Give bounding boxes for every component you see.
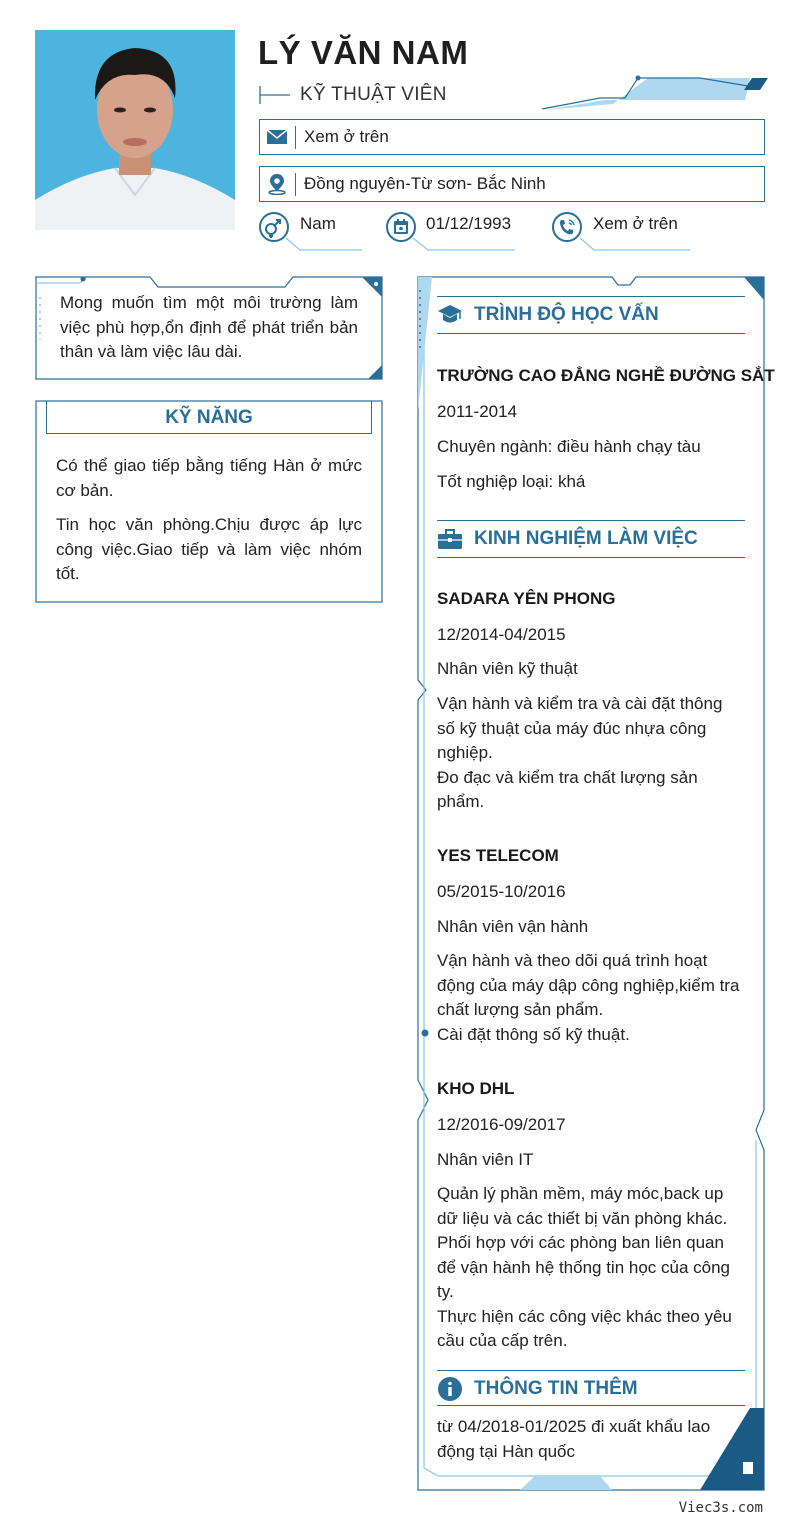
phone-icon <box>551 211 583 243</box>
gender-value: Nam <box>300 214 336 233</box>
desc-line: chất lượng sản phẩm. <box>437 1000 604 1019</box>
job-period: 12/2016-09/2017 <box>437 1115 566 1134</box>
watermark: Viec3s.com <box>678 1500 763 1516</box>
desc-line: Cài đặt thông số kỹ thuật. <box>437 1024 630 1044</box>
objective-text: Mong muốn tìm một môi trường làm việc phù hợp,ổn định để phát triển bản thân và làm việc lâu dài. <box>60 293 358 361</box>
location-pin-icon <box>265 173 289 195</box>
email-box <box>259 119 765 155</box>
skills-header <box>46 401 372 434</box>
job-position: Nhân viên vận hành <box>437 917 589 936</box>
additional-line: động tại Hàn quốc <box>437 1441 575 1461</box>
education-header <box>437 296 745 334</box>
skill-item: Tin học văn phòng.Chịu được áp lực công việc.Giao tiếp và làm việc nhóm tốt. <box>56 515 362 583</box>
job-description <box>437 692 747 815</box>
desc-line: nghiệp. <box>437 743 493 762</box>
experience-header <box>437 520 745 558</box>
desc-line: Phối hợp với các phòng ban liên quan <box>437 1233 724 1252</box>
desc-line: Vận hành và kiểm tra và cài đặt thông <box>437 694 723 713</box>
job-description <box>437 1182 747 1354</box>
profile-photo <box>35 30 235 230</box>
skill-item: Có thể giao tiếp bằng tiếng Hàn ở mức cơ bản. <box>56 456 362 500</box>
additional-header <box>437 1370 745 1406</box>
address-value: Đồng nguyên-Từ sơn- Bắc Ninh <box>304 174 546 193</box>
experience-title: KINH NGHIỆM LÀM VIỆC <box>474 528 698 549</box>
job-position: Nhân viên IT <box>437 1150 534 1169</box>
avatar <box>35 30 235 230</box>
additional-line: từ 04/2018-01/2025 đi xuất khẩu lao <box>437 1417 711 1436</box>
calendar-icon <box>385 211 417 243</box>
gender-icon <box>258 211 290 243</box>
job-company: YES TELECOM <box>437 846 559 865</box>
candidate-name: LÝ VĂN NAM <box>258 34 469 71</box>
job-period: 05/2015-10/2016 <box>437 882 566 901</box>
birthday-value: 01/12/1993 <box>426 214 512 233</box>
job-position: Nhân viên kỹ thuật <box>437 659 578 678</box>
desc-line: Vận hành và theo dõi quá trình hoạt <box>437 951 708 970</box>
email-value: Xem ở trên <box>304 127 389 146</box>
desc-line: ty. <box>437 1282 454 1301</box>
school-name: TRƯỜNG CAO ĐẲNG NGHỀ ĐƯỜNG SẮT <box>437 366 775 385</box>
desc-line: dữ liệu và các thiết bị văn phòng khác. <box>437 1208 728 1228</box>
desc-line: cầu của cấp trên. <box>437 1331 568 1350</box>
phone-value: Xem ở trên <box>593 214 678 233</box>
graduation-cap-icon <box>437 303 463 327</box>
briefcase-icon <box>437 527 463 551</box>
job-period: 12/2014-04/2015 <box>437 625 566 644</box>
job-company: SADARA YÊN PHONG <box>437 589 616 608</box>
desc-line: Thực hiện các công việc khác theo yêu <box>437 1306 732 1326</box>
job-title: KỸ THUẬT VIÊN <box>300 84 447 105</box>
desc-line: Đo đạc và kiểm tra chất lượng sản <box>437 767 698 787</box>
education-grade: Tốt nghiệp loại: khá <box>437 472 586 491</box>
additional-title: THÔNG TIN THÊM <box>474 1378 638 1399</box>
education-major: Chuyên ngành: điều hành chạy tàu <box>437 437 701 456</box>
additional-text <box>437 1415 747 1464</box>
education-title: TRÌNH ĐỘ HỌC VẤN <box>474 304 659 325</box>
address-box <box>259 166 765 202</box>
skills-title: KỸ NĂNG <box>165 407 253 428</box>
desc-line: Quản lý phần mềm, máy móc,back up <box>437 1184 724 1203</box>
info-icon <box>437 1377 463 1401</box>
desc-line: số kỹ thuật của máy đúc nhựa công <box>437 718 707 738</box>
desc-line: phẩm. <box>437 792 485 811</box>
desc-line: để vận hành hệ thống tin học của công <box>437 1257 731 1277</box>
job-company: KHO DHL <box>437 1079 515 1098</box>
education-period: 2011-2014 <box>437 402 518 421</box>
envelope-icon <box>265 126 289 148</box>
job-description <box>437 949 755 1047</box>
desc-line: động của máy dập công nghiệp,kiểm tra <box>437 975 740 995</box>
